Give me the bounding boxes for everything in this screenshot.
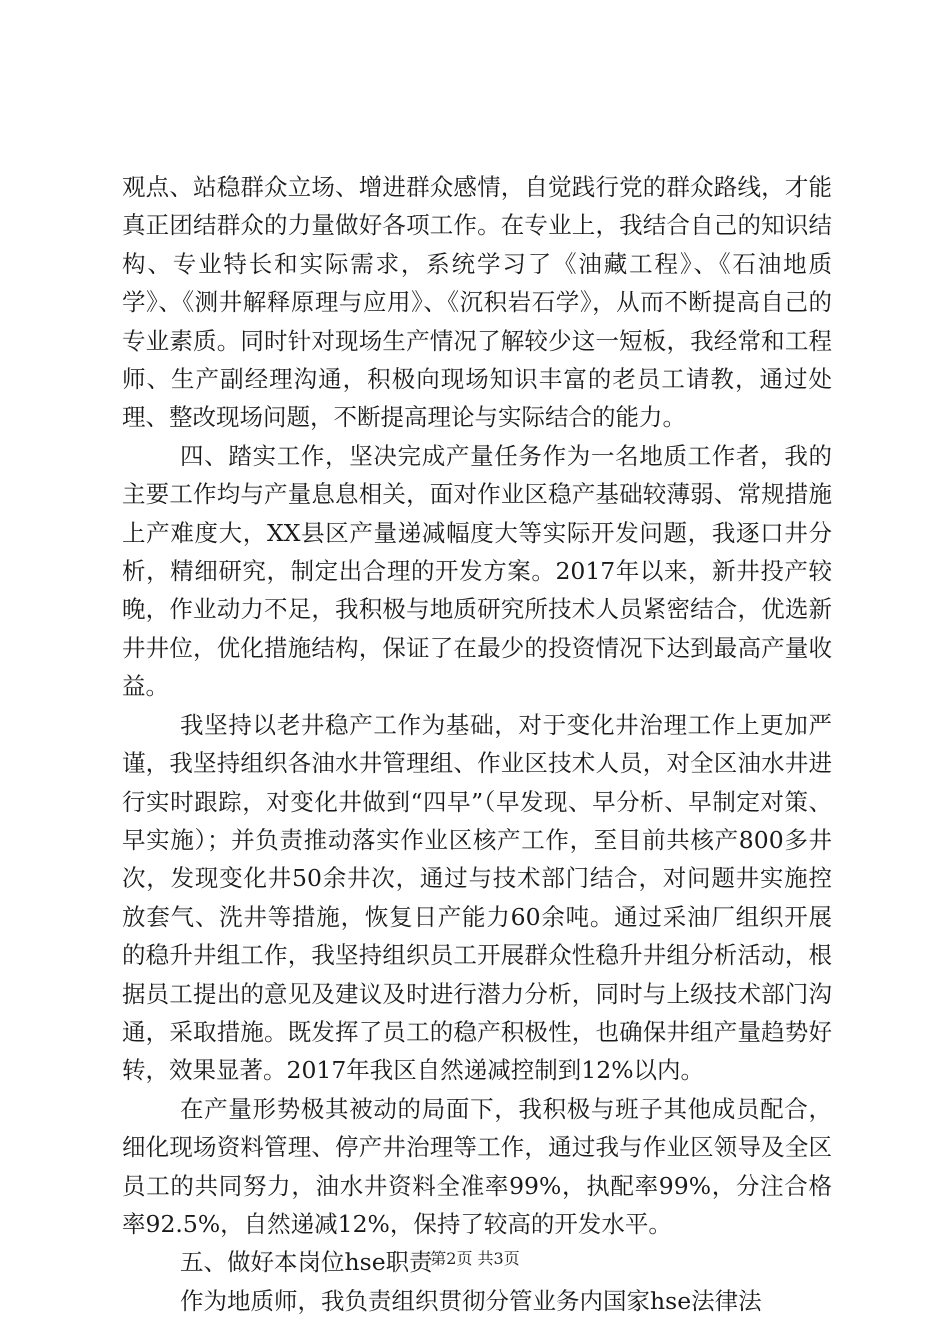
paragraph: 观点、站稳群众立场、增进群众感情，自觉践行党的群众路线，才能真正团结群众的力量做好各项工作。在专业上，我结合自己的知识结构、专业特长和实际需求，系统学习了《油藏工程》、《石油地质学》、《测井解释原理与应用》、《沉积岩石学》，从而不断提高自己的专业素质。同时针对现场生产情况了解较少这一短板，我经常和工程师、生产副经理沟通，积极向现场知识丰富的老员工请教，通过处理、整改现场问题，不断提高理论与实际结合的能力。 — [122, 173, 832, 432]
document-body — [122, 168, 832, 1320]
paragraph: 作为地质师，我负责组织贯彻分管业务内国家hse法律法 — [180, 1286, 762, 1315]
section-five-heading: 五、做好本岗位hse职责 — [180, 1248, 433, 1277]
paragraph: 在产量形势极其被动的局面下，我积极与班子其他成员配合，细化现场资料管理、停产井治理等工作，通过我与作业区领导及全区员工的共同努力，油水井资料全准率99%，执配率99%，分注合格率92.5%，自然递减12%，保持了较高的开发水平。 — [122, 1094, 832, 1238]
page-number-footer: 第2页 共3页 — [430, 1249, 520, 1268]
paragraph: 我坚持以老井稳产工作为基础，对于变化井治理工作上更加严谨，我坚持组织各油水井管理组、作业区技术人员，对全区油水井进行实时跟踪，对变化井做到“四早”（早发现、早分析、早制定对策、早实施）；并负责推动落实作业区核产工作，至目前共核产800多井次，发现变化井50余井次，通过与技术部门结合，对问题井实施控放套气、洗井等措施，恢复日产能力60余吨。通过采油厂组织开展的稳升井组工作，我坚持组织员工开展群众性稳升井组分析活动，根据员工提出的意见及建议及时进行潜力分析，同时与上级技术部门沟通，采取措施。既发挥了员工的稳产积极性，也确保井组产量趋势好转，效果显著。2017年我区自然递减控制到12%以内。 — [122, 710, 832, 1085]
paragraph-section-four-heading: 四、踏实工作，坚决完成产量任务作为一名地质工作者，我的主要工作均与产量息息相关，面对作业区稳产基础较薄弱、常规措施上产难度大，XX县区产量递减幅度大等实际开发问题，我逐口井分析，精细研究，制定出合理的开发方案。2017年以来，新井投产较晚，作业动力不足，我积极与地质研究所技术人员紧密结合，优选新井井位，优化措施结构，保证了在最少的投资情况下达到最高产量收益。 — [122, 441, 832, 701]
